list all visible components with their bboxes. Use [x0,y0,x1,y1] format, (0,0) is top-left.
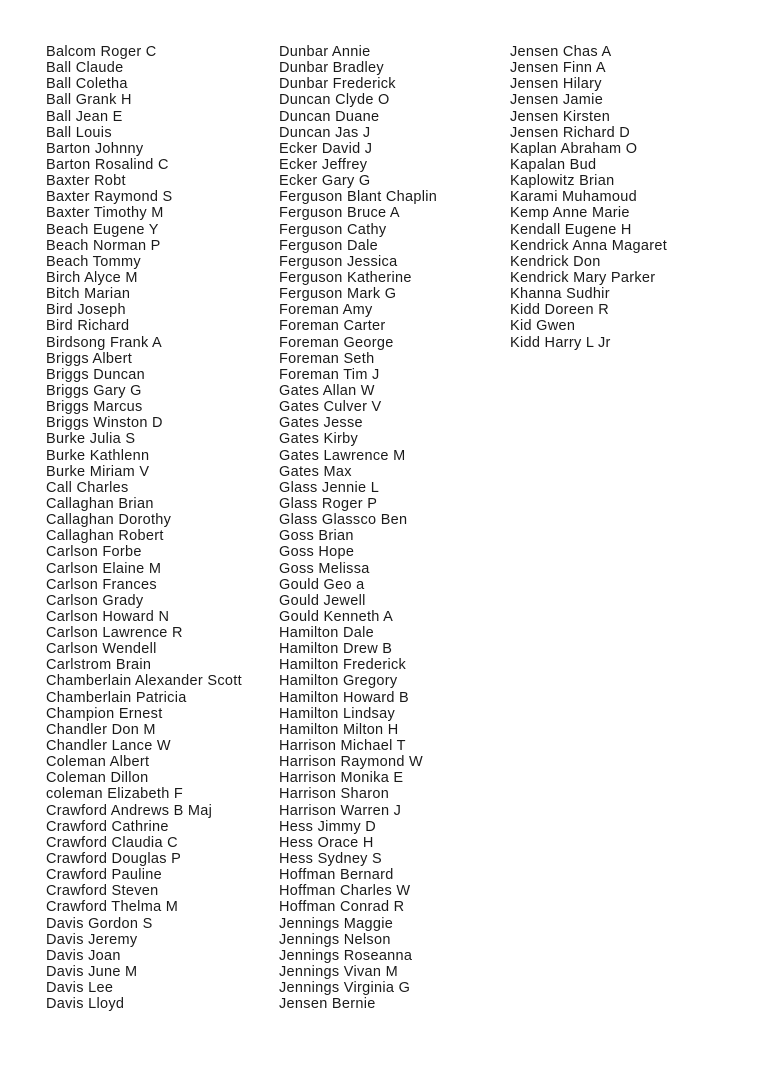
list-item: Davis Joan [46,947,121,964]
name-column-2 [279,44,437,1012]
list-item: Hess Orace H [279,834,374,851]
list-item: Ferguson Blant Chaplin [279,189,438,206]
list-item: Hamilton Milton H [279,721,399,738]
list-item: Gates Lawrence M [279,447,406,464]
list-item: Davis Lloyd [46,996,125,1013]
list-item: Hoffman Bernard [279,867,394,884]
list-item: Coleman Dillon [46,770,149,787]
list-item: Ferguson Dale [279,237,379,254]
list-item: Carlson Grady [46,592,144,609]
list-item: Kapalan Bud [510,156,597,173]
list-item: Glass Jennie L [279,479,380,496]
list-item: Ferguson Katherine [279,269,412,286]
list-item: Callaghan Brian [46,495,154,512]
list-item: Glass Roger P [279,495,378,512]
list-item: Foreman Tim J [279,366,380,383]
list-item: Harrison Warren J [279,802,402,819]
list-item: Jensen Hilary [510,76,602,93]
list-item: Briggs Gary G [46,382,142,399]
list-item: Call Charles [46,479,129,496]
list-item: Ecker Jeffrey [279,156,368,173]
list-item: Hess Sydney S [279,851,383,868]
name-column-1 [46,44,242,1012]
list-item: Dunbar Frederick [279,76,396,93]
list-item: Barton Johnny [46,140,144,157]
list-item: Chamberlain Patricia [46,689,187,706]
list-item: Bird Joseph [46,302,126,319]
list-item: Burke Julia S [46,431,136,448]
list-item: Hamilton Drew B [279,641,393,658]
list-item: Birdsong Frank A [46,334,163,351]
list-item: Davis June M [46,964,138,981]
list-item: Ecker Gary G [279,173,371,190]
list-item: Ecker David J [279,140,373,157]
list-item: Jensen Kirsten [510,108,611,125]
list-item: Ball Jean E [46,108,123,125]
list-item: Gates Max [279,463,352,480]
list-item: Carlson Elaine M [46,560,162,577]
list-item: Kaplan Abraham O [510,140,638,157]
list-item: coleman Elizabeth F [46,786,184,803]
list-item: Callaghan Dorothy [46,512,172,529]
list-item: Harrison Monika E [279,770,404,787]
list-item: Davis Jeremy [46,931,138,948]
list-item: Ferguson Mark G [279,286,397,303]
list-item: Baxter Robt [46,173,126,190]
list-item: Hamilton Dale [279,625,374,642]
list-item: Crawford Thelma M [46,899,179,916]
list-item: Chamberlain Alexander Scott [46,673,242,690]
list-item: Jensen Finn A [510,60,606,77]
list-item: Gates Allan W [279,382,375,399]
list-item: Kidd Harry L Jr [510,334,611,351]
list-item: Kidd Doreen R [510,302,610,319]
list-item: Beach Tommy [46,253,141,270]
list-item: Hamilton Howard B [279,689,410,706]
list-item: Ferguson Bruce A [279,205,400,222]
list-item: Carlson Lawrence R [46,625,183,642]
list-item: Chandler Lance W [46,738,171,755]
list-item: Coleman Albert [46,754,150,771]
list-item: Carlson Wendell [46,641,157,658]
list-item: Kendrick Anna Magaret [510,237,668,254]
list-item: Duncan Duane [279,108,380,125]
name-column-3 [510,44,667,351]
list-item: Jennings Virginia G [279,980,411,997]
list-item: Duncan Clyde O [279,92,390,109]
list-item: Duncan Jas J [279,124,371,141]
list-item: Davis Lee [46,980,114,997]
list-item: Karami Muhamoud [510,189,637,206]
list-item: Bird Richard [46,318,130,335]
list-item: Bitch Marian [46,286,131,303]
list-item: Jensen Bernie [279,996,376,1013]
list-item: Jensen Richard D [510,124,631,141]
list-item: Beach Norman P [46,237,161,254]
list-item: Khanna Sudhir [510,286,610,303]
list-item: Gates Kirby [279,431,359,448]
list-item: Hoffman Charles W [279,883,411,900]
list-item: Gates Culver V [279,399,382,416]
list-item: Ferguson Jessica [279,253,398,270]
list-item: Carlson Frances [46,576,157,593]
list-item: Kaplowitz Brian [510,173,615,190]
list-item: Dunbar Bradley [279,60,384,77]
list-item: Gates Jesse [279,415,363,432]
list-item: Hamilton Frederick [279,657,407,674]
list-item: Hamilton Lindsay [279,705,396,722]
list-item: Champion Ernest [46,705,163,722]
list-item: Balcom Roger C [46,44,157,60]
list-item: Crawford Pauline [46,867,163,884]
list-item: Kendrick Mary Parker [510,269,656,286]
list-item: Carlson Forbe [46,544,142,561]
list-item: Foreman Carter [279,318,386,335]
list-item: Carlstrom Brain [46,657,152,674]
list-item: Hoffman Conrad R [279,899,405,916]
list-item: Jensen Chas A [510,44,612,60]
list-item: Kendall Eugene H [510,221,632,238]
list-item: Chandler Don M [46,721,156,738]
list-item: Foreman Amy [279,302,373,319]
list-item: Jennings Roseanna [279,947,413,964]
list-item: Carlson Howard N [46,608,170,625]
list-item: Foreman Seth [279,350,375,367]
list-item: Goss Brian [279,528,354,545]
list-item: Goss Melissa [279,560,370,577]
list-item: Foreman George [279,334,394,351]
list-item: Burke Kathlenn [46,447,150,464]
list-item: Crawford Cathrine [46,818,169,835]
list-item: Baxter Timothy M [46,205,164,222]
list-item: Jennings Maggie [279,915,394,932]
list-item: Briggs Winston D [46,415,163,432]
list-item: Kendrick Don [510,253,601,270]
list-item: Ball Grank H [46,92,132,109]
list-item: Harrison Michael T [279,738,406,755]
list-item: Ball Louis [46,124,112,141]
list-item: Glass Glassco Ben [279,512,408,529]
list-item: Dunbar Annie [279,44,371,60]
list-item: Jensen Jamie [510,92,604,109]
list-item: Hess Jimmy D [279,818,377,835]
list-item: Briggs Albert [46,350,133,367]
list-item: Jennings Nelson [279,931,391,948]
list-item: Baxter Raymond S [46,189,173,206]
list-item: Harrison Sharon [279,786,390,803]
list-item: Hamilton Gregory [279,673,398,690]
list-item: Briggs Marcus [46,399,143,416]
list-item: Ball Coletha [46,76,128,93]
list-item: Burke Miriam V [46,463,150,480]
list-item: Briggs Duncan [46,366,146,383]
list-item: Kid Gwen [510,318,576,335]
list-item: Goss Hope [279,544,355,561]
list-item: Kemp Anne Marie [510,205,630,222]
list-item: Birch Alyce M [46,269,138,286]
list-item: Gould Jewell [279,592,366,609]
list-item: Callaghan Robert [46,528,164,545]
list-item: Barton Rosalind C [46,156,169,173]
list-item: Gould Kenneth A [279,608,394,625]
list-item: Beach Eugene Y [46,221,159,238]
list-item: Crawford Steven [46,883,159,900]
list-item: Crawford Claudia C [46,834,178,851]
list-item: Jennings Vivan M [279,964,398,981]
list-item: Davis Gordon S [46,915,153,932]
list-item: Gould Geo a [279,576,365,593]
list-item: Crawford Andrews B Maj [46,802,213,819]
list-item: Ball Claude [46,60,124,77]
list-item: Crawford Douglas P [46,851,182,868]
list-item: Harrison Raymond W [279,754,423,771]
list-item: Ferguson Cathy [279,221,387,238]
